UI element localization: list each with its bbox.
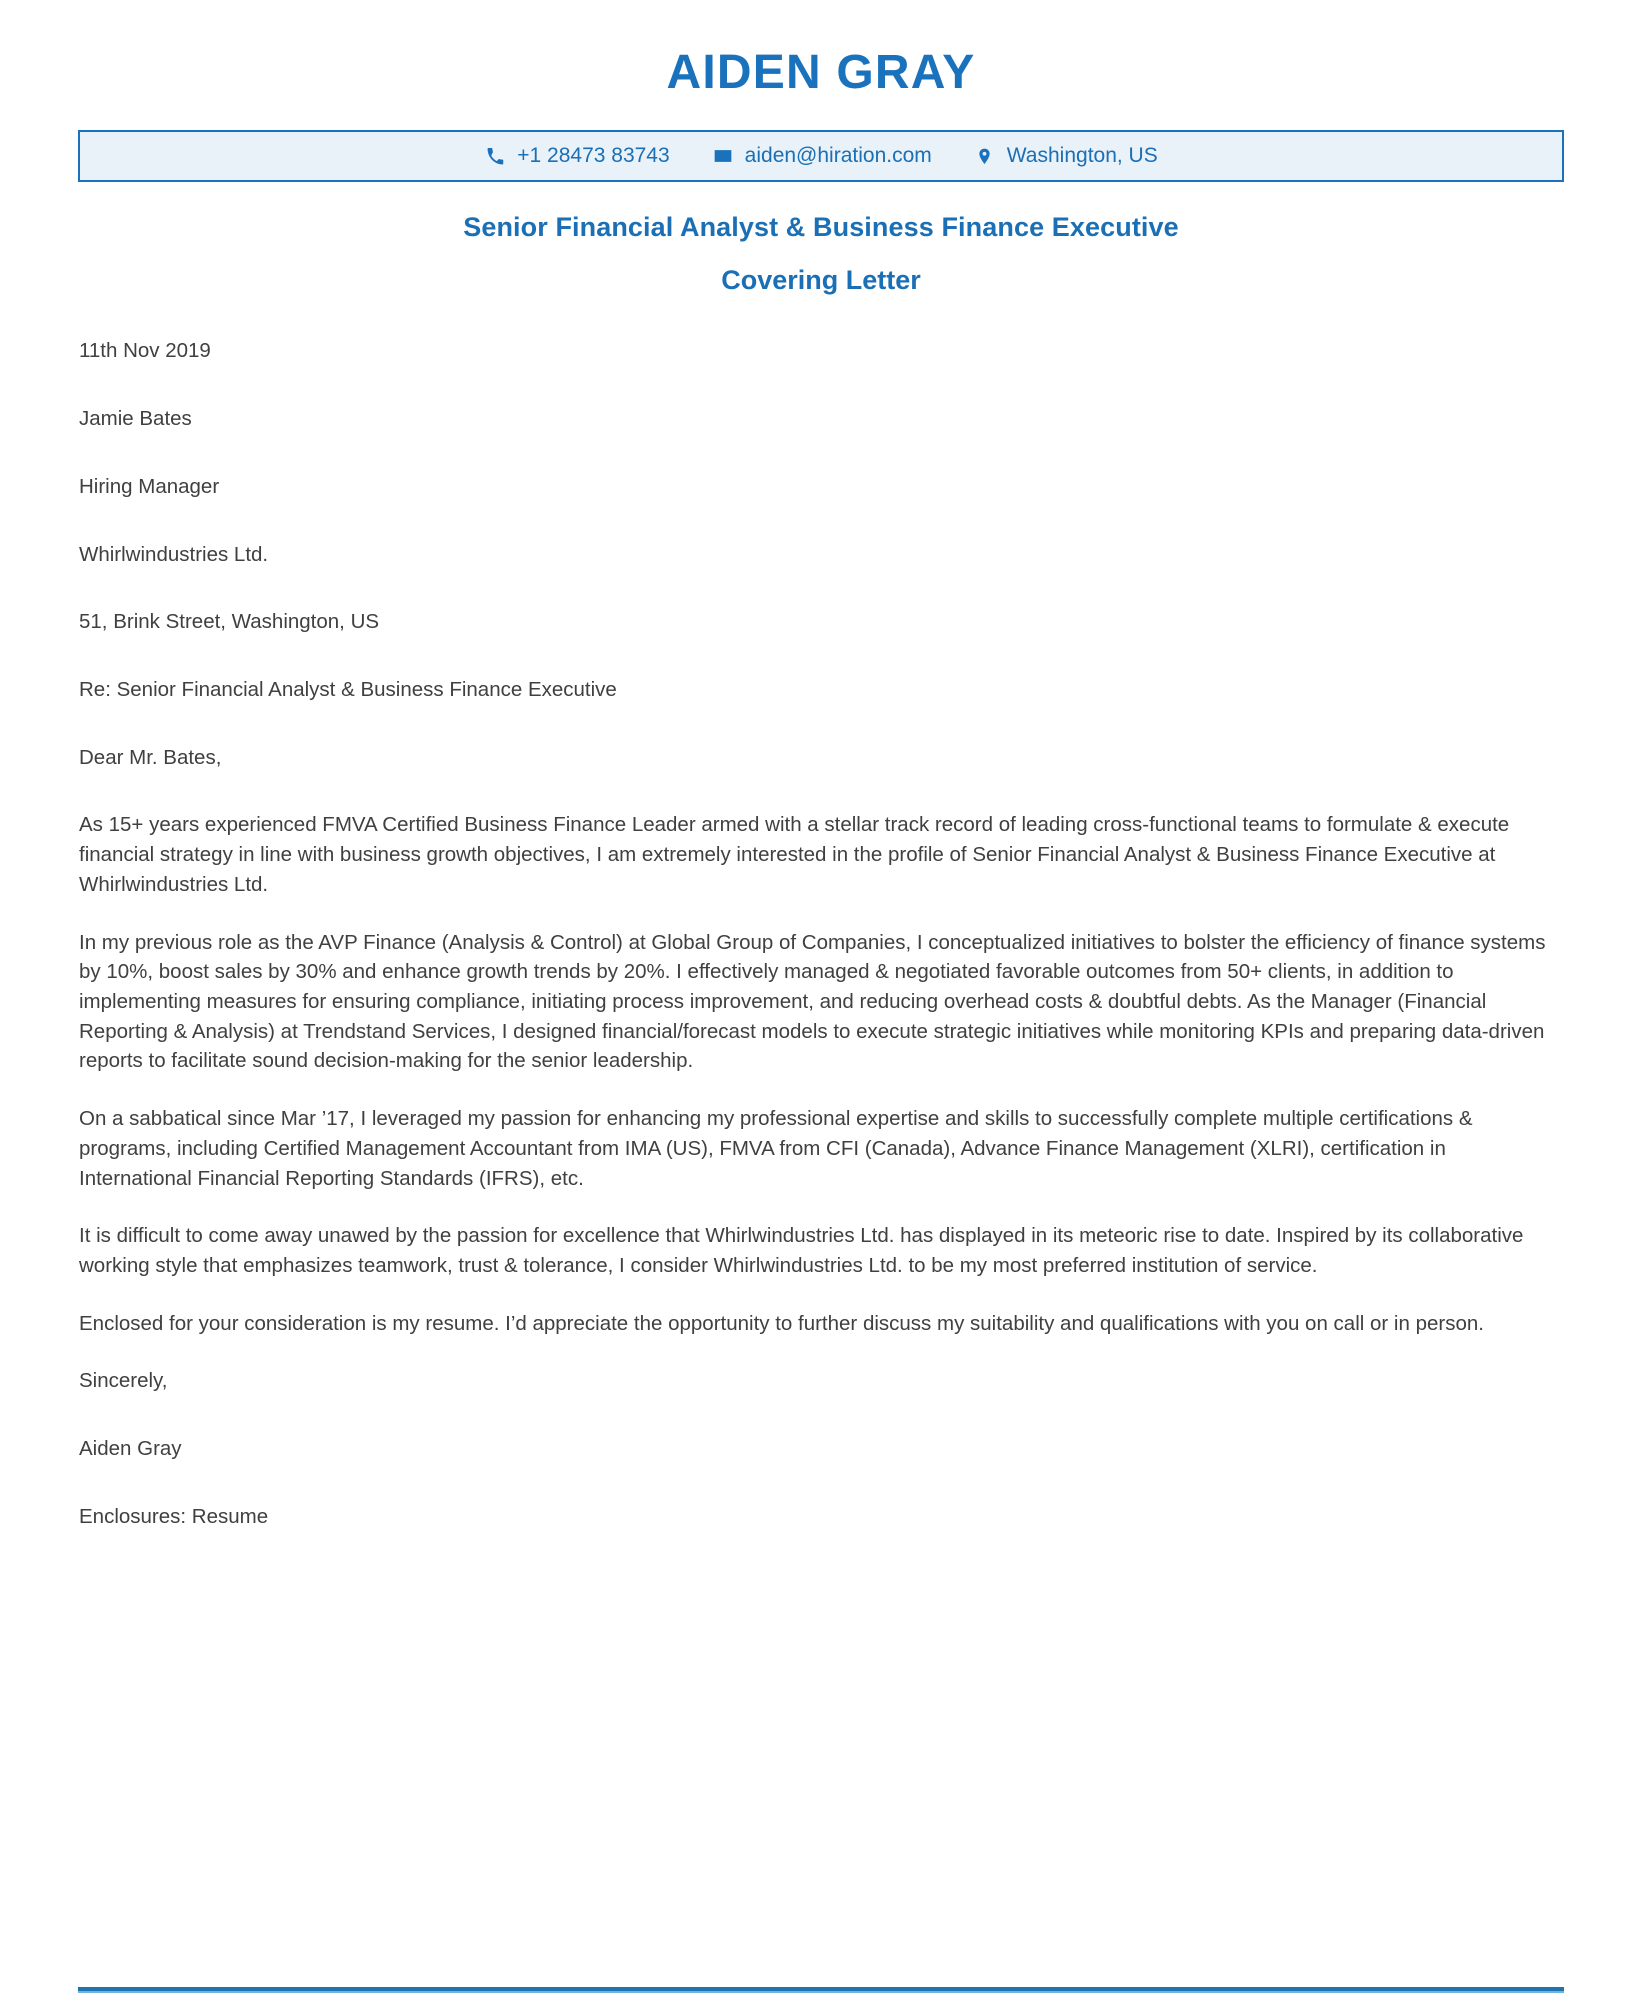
envelope-icon	[712, 145, 734, 167]
footer-divider	[78, 1987, 1564, 1993]
letter-body	[78, 336, 1564, 1531]
letter-paragraph: In my previous role as the AVP Finance (Analysis & Control) at Global Group of Companies, I conceptualized initiatives to bolster the efficiency of finance systems by 10%, boost sales by 30% and enhance growth trends by 20%. I effectively managed & negotiated favorable outcomes from 50+ clients, in addition to implementing measures for ensuring compliance, initiating process improvement, and reducing overhead costs & doubtful debts. As the Manager (Financial Reporting & Analysis) at Trendstand Services, I designed financial/forecast models to execute strategic initiatives while monitoring KPIs and preparing data-driven reports to facilitate sound decision-making for the senior leadership.	[79, 930, 1546, 1073]
contact-phone	[484, 144, 669, 168]
contact-location-value: Washington, US	[1006, 144, 1158, 168]
recipient-name: Jamie Bates	[79, 407, 192, 431]
letter-enclosures: Enclosures: Resume	[79, 1504, 269, 1528]
letter-subject: Re: Senior Financial Analyst & Business Finance Executive	[79, 677, 617, 701]
letter-closing: Sincerely,	[79, 1369, 168, 1393]
contact-phone-value: +1 28473 83743	[517, 144, 670, 168]
letter-paragraph: Enclosed for your consideration is my resume. I’d appreciate the opportunity to further discuss my suitability and qualifications with you on call or in person.	[79, 1311, 1484, 1335]
contact-email-value: aiden@hiration.com	[744, 144, 932, 168]
role-title: Senior Financial Analyst & Business Finance Executive	[463, 212, 1179, 243]
letter-paragraph: It is difficult to come away unawed by the passion for excellence that Whirlwindustries Ltd. has displayed in its meteoric rise to date. Inspired by its collaborative working style that emphasizes teamwork, trust & tolerance, I consider Whirlwindustries Ltd. to be my most preferred institution of service.	[79, 1224, 1524, 1278]
document-title: Covering Letter	[721, 265, 921, 296]
contact-bar	[78, 130, 1564, 182]
letter-paragraph: On a sabbatical since Mar ’17, I leveraged my passion for enhancing my professional expertise and skills to successfully complete multiple certifications & programs, including Certified Management Accountant from IMA (US), FMVA from CFI (Canada), Advance Finance Management (XLRI), certification in International Financial Reporting Standards (IFRS), etc.	[79, 1107, 1473, 1190]
phone-icon	[484, 145, 506, 167]
sender-name: Aiden Gray	[79, 1437, 182, 1461]
contact-location	[974, 144, 1158, 168]
letter-paragraph: As 15+ years experienced FMVA Certified Business Finance Leader armed with a stellar track record of leading cross-functional teams to formulate & execute financial strategy in line with business growth objectives, I am extremely interested in the profile of Senior Financial Analyst & Business Finance Executive at Whirlwindustries Ltd.	[79, 813, 1510, 896]
contact-email	[712, 144, 932, 168]
recipient-title: Hiring Manager	[79, 474, 220, 498]
letter-salutation: Dear Mr. Bates,	[79, 745, 222, 769]
location-pin-icon	[974, 145, 996, 167]
letter-date: 11th Nov 2019	[79, 339, 211, 363]
recipient-company: Whirlwindustries Ltd.	[79, 542, 269, 566]
page-title: AIDEN GRAY	[666, 46, 976, 99]
recipient-address: 51, Brink Street, Washington, US	[79, 610, 380, 634]
